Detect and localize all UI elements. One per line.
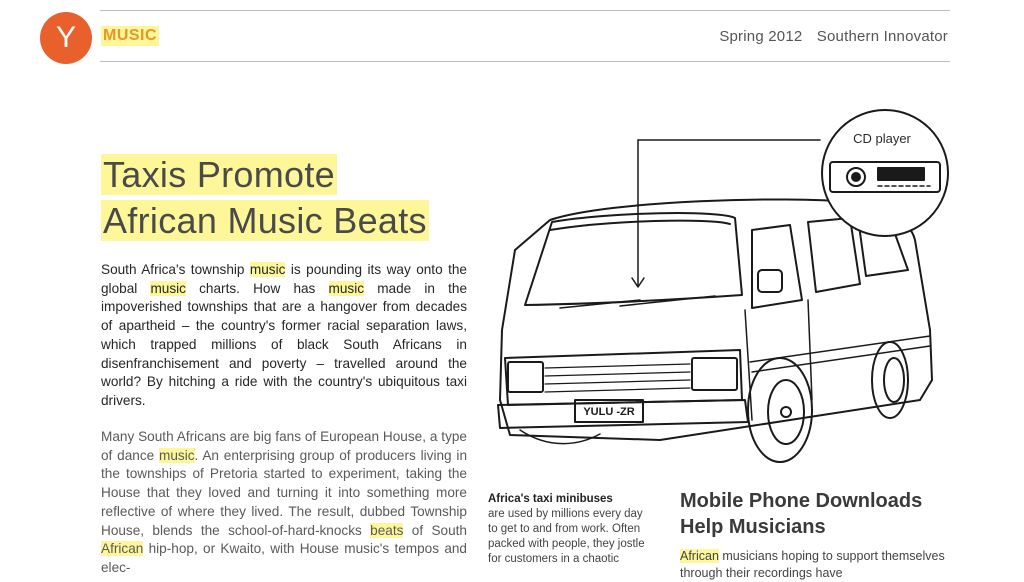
body-text: of South (403, 522, 467, 538)
highlighted-term: music (328, 280, 365, 296)
header-bottom-rule (100, 61, 950, 62)
body-text: Many South Africans are big fans of European House, a type of dance (101, 429, 467, 463)
callout-label: CD player (853, 131, 911, 146)
lead-text: is pounding its way onto the global (101, 262, 467, 296)
lead-text: charts. How has (185, 280, 329, 296)
license-plate-text: YULU -ZR (583, 406, 635, 418)
highlighted-term: music (150, 280, 186, 296)
issue-date: Spring 2012 (719, 28, 803, 45)
highlighted-term: African (680, 549, 719, 563)
article-title (101, 152, 429, 244)
title-line-1: Taxis Promote (103, 154, 335, 195)
highlighted-term: music (249, 262, 286, 277)
lead-text: made in the impoverished townships that are a hangover from decades of apartheid – the country's former racial separation laws, which trapped millions of black South Africans in disenfranchisement and poverty – travelled around the world? By hitching a ride with the country's ubiquitous taxi drivers. (101, 280, 468, 408)
sidebar-paragraph (680, 548, 950, 582)
sidebar-text: musicians hoping to support themselves through their recordings have (680, 549, 945, 580)
caption-text: are used by millions every day to get to and from work. Often packed with people, they jostle for customers in a chaotic (488, 508, 645, 565)
illustration-caption (488, 492, 653, 567)
taxi-minibus-illustration (490, 100, 960, 480)
publication-logo: Y (40, 12, 92, 64)
highlighted-term: African (101, 541, 144, 557)
issue-info (719, 28, 948, 45)
highlighted-term: music (159, 447, 195, 463)
lead-text: South Africa's township (101, 262, 250, 277)
title-line-2: African Music Beats (103, 200, 427, 241)
section-label: MUSIC (103, 27, 158, 44)
body-text: . An enterprising group of producers living in the townships of Pretoria started to experiment, taking the House that they loved and turning it into something more reflective of where they lived. The result, dubbed Township House, blends the school-of-hard-knocks (101, 447, 468, 538)
sidebar-heading (680, 488, 922, 540)
sidebar-heading-line-2: Help Musicians (680, 516, 826, 538)
caption-title: Africa's taxi minibuses (488, 493, 613, 505)
body-text: hip-hop, or Kwaito, with House music's tempos and elec- (101, 541, 467, 575)
sidebar-heading-line-1: Mobile Phone Downloads (680, 490, 923, 512)
lead-paragraph (101, 261, 467, 411)
header-top-rule (100, 10, 950, 11)
publication-name: Southern Innovator (816, 28, 948, 45)
body-paragraph (101, 428, 467, 578)
highlighted-term: beats (370, 522, 404, 538)
